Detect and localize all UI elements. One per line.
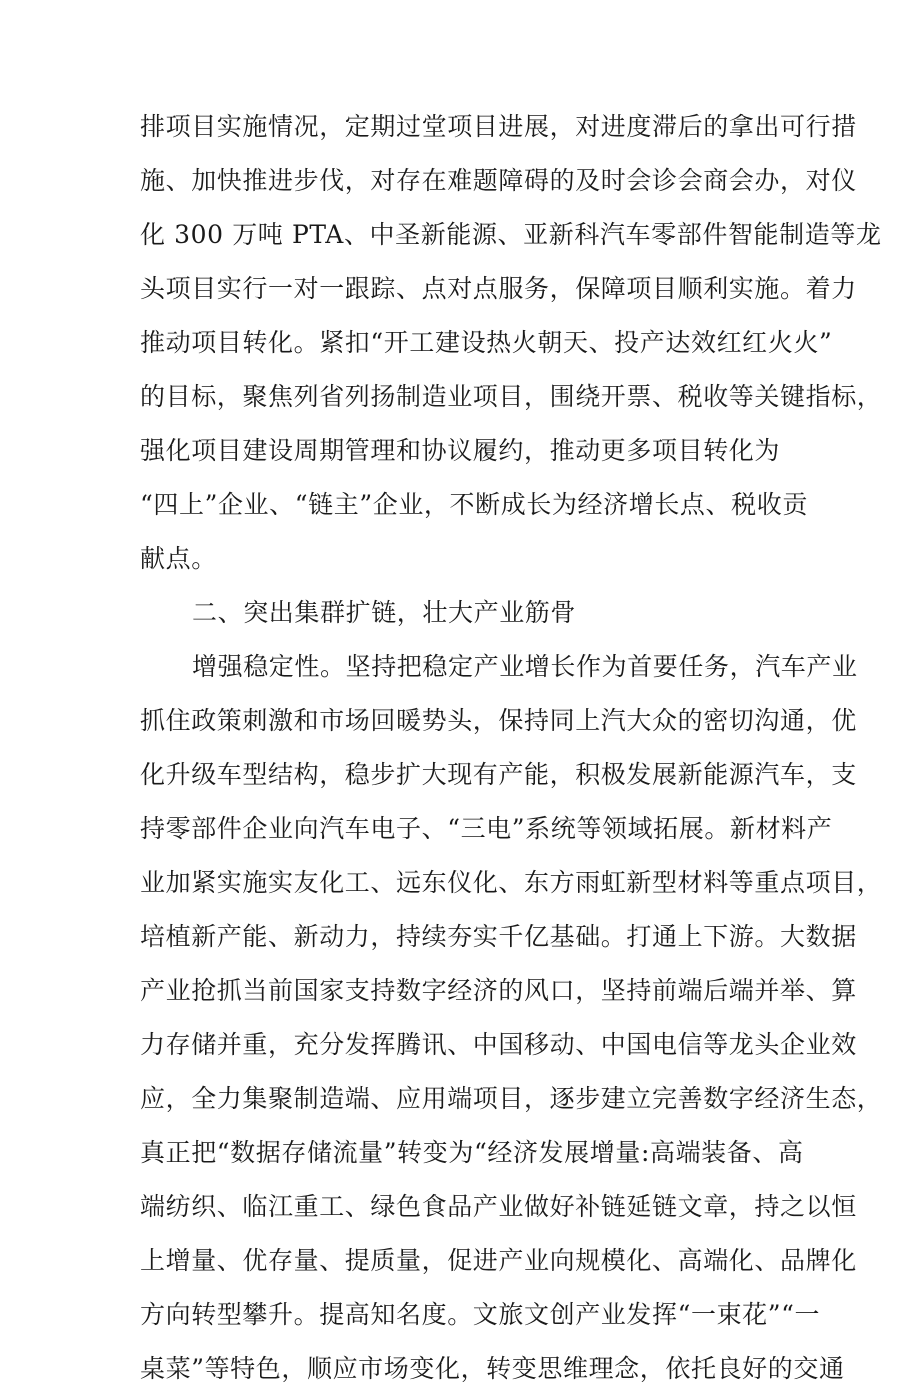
text-line: 产业抢抓当前国家支持数字经济的风口，坚持前端后端并举、算: [140, 976, 857, 1005]
text-line: 端纺织、临江重工、绿色食品产业做好补链延链文章，持之以恒: [140, 1192, 857, 1221]
text-line: 力存储并重，充分发挥腾讯、中国移动、中国电信等龙头企业效: [140, 1030, 857, 1059]
text-line: 化升级车型结构，稳步扩大现有产能，积极发展新能源汽车，支: [140, 760, 857, 789]
text-line: 施、加快推进步伐，对存在难题障碍的及时会诊会商会办，对仪: [140, 166, 857, 195]
text-line: 真正把“数据存储流量”转变为“经济发展增量:高端装备、高: [140, 1138, 804, 1167]
text-line: 化 300 万吨 PTA、中圣新能源、亚新科汽车零部件智能制造等龙: [140, 220, 882, 249]
text-line: 业加紧实施实友化工、远东仪化、东方雨虹新型材料等重点项目，: [140, 868, 883, 897]
section-heading: 二、突出集群扩链，壮大产业筋骨: [192, 598, 577, 627]
text-line: 献点。: [140, 544, 217, 573]
text-line: 排项目实施情况，定期过堂项目进展，对进度滞后的拿出可行措: [140, 112, 857, 141]
text-line: 推动项目转化。紧扣“开工建设热火朝天、投产达效红红火火”: [140, 328, 833, 357]
text-line: 增强稳定性。坚持把稳定产业增长作为首要任务，汽车产业: [192, 652, 858, 681]
text-line: 应，全力集聚制造端、应用端项目，逐步建立完善数字经济生态，: [140, 1084, 883, 1113]
text-line: 强化项目建设周期管理和协议履约，推动更多项目转化为: [140, 436, 781, 465]
document-body: [140, 100, 883, 1396]
text-line: 抓住政策刺激和市场回暖势头，保持同上汽大众的密切沟通，优: [140, 706, 857, 735]
text-line: 上增量、优存量、提质量，促进产业向规模化、高端化、品牌化: [140, 1246, 857, 1275]
text-line: 的目标，聚焦列省列扬制造业项目，围绕开票、税收等关键指标，: [140, 382, 883, 411]
text-line: 培植新产能、新动力，持续夯实千亿基础。打通上下游。大数据: [140, 922, 857, 951]
text-line: 头项目实行一对一跟踪、点对点服务，保障项目顺利实施。着力: [140, 274, 857, 303]
text-line: “四上”企业、“链主”企业，不断成长为经济增长点、税收贡: [140, 490, 808, 519]
text-line: 桌菜”等特色，顺应市场变化，转变思维理念，依托良好的交通: [140, 1354, 845, 1383]
text-line: 持零部件企业向汽车电子、“三电”系统等领域拓展。新材料产: [140, 814, 833, 843]
text-line: 方向转型攀升。提高知名度。文旅文创产业发挥“一束花”“一: [140, 1300, 821, 1329]
